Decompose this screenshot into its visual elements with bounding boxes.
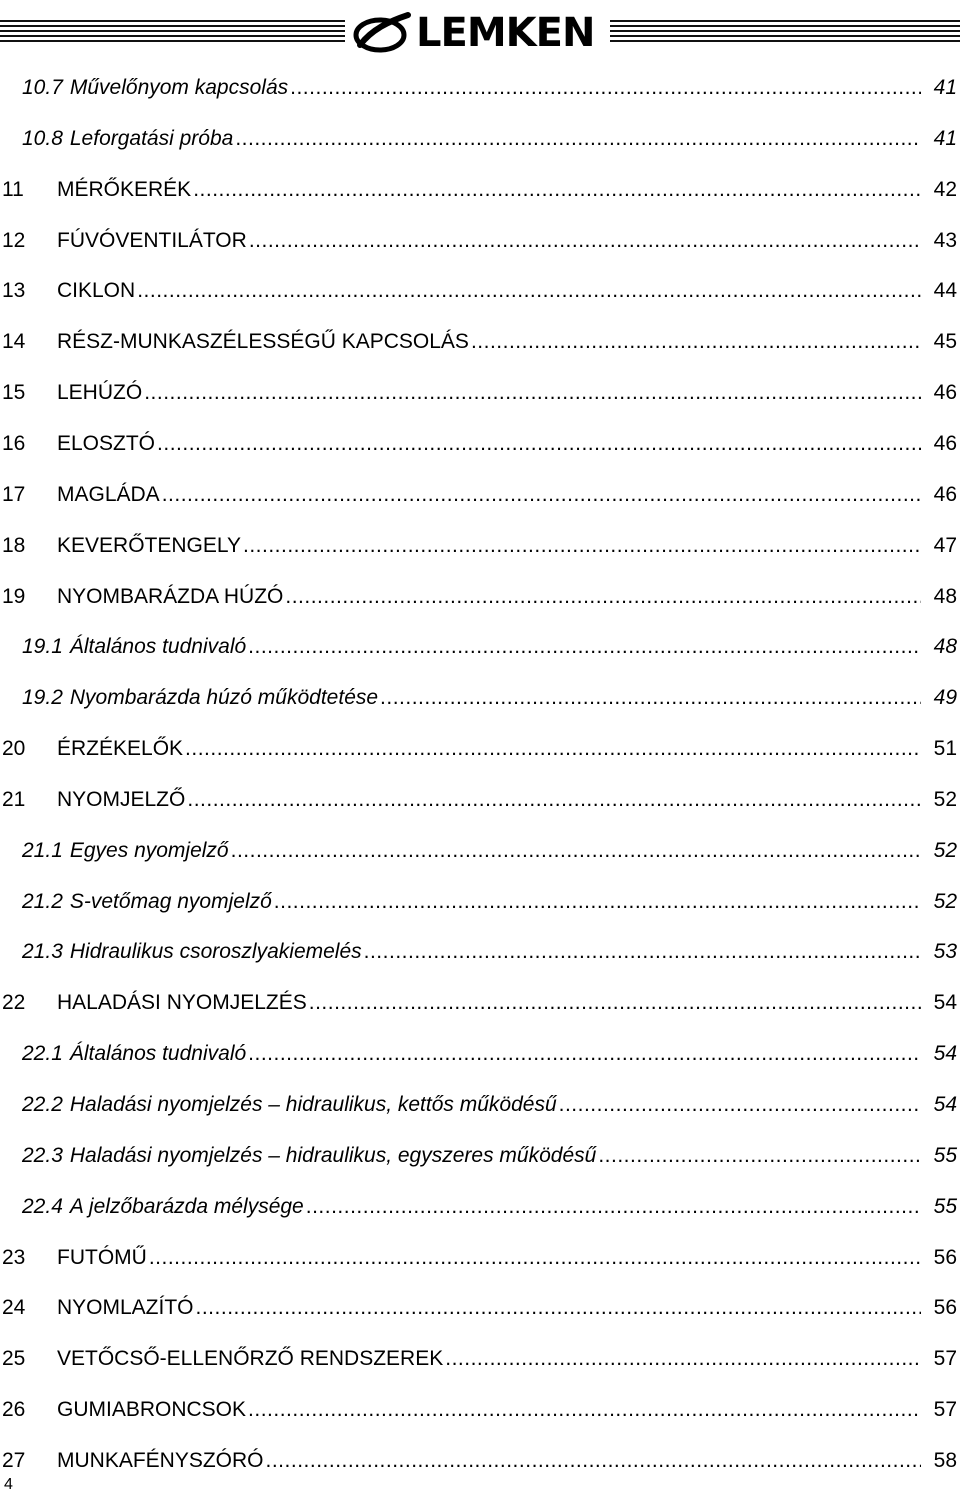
toc-entry-page: 47 (933, 533, 957, 557)
toc-entry[interactable] (0, 983, 960, 1023)
toc-entry-page: 52 (933, 787, 957, 811)
toc-entry-page: 51 (933, 737, 957, 761)
toc-entry-page: 41 (933, 126, 957, 150)
toc-dot-leader (243, 534, 921, 558)
page-number: 4 (4, 1476, 13, 1493)
toc-entry-number: 22 (2, 991, 26, 1015)
toc-entry-number: 15 (2, 381, 26, 405)
toc-entry[interactable] (0, 577, 960, 617)
toc-dot-leader (248, 635, 921, 659)
toc-entry-title: FUTÓMŰ (57, 1245, 147, 1269)
toc-entry-title: Egyes nyomjelző (69, 838, 229, 862)
toc-entry[interactable] (0, 475, 960, 515)
toc-entry-title: Nyombarázda húzó működtetése (69, 686, 379, 710)
toc-entry-number: 19.1 (22, 635, 63, 659)
toc-entry[interactable] (0, 932, 960, 972)
toc-dot-leader (235, 127, 921, 151)
toc-dot-leader (185, 737, 921, 761)
toc-entry-number: 12 (2, 228, 26, 252)
header-rule-right (610, 20, 960, 44)
lemken-emblem-icon (350, 11, 412, 55)
toc-dot-leader (306, 1195, 921, 1219)
toc-dot-leader (144, 381, 921, 405)
toc-entry[interactable] (0, 1034, 960, 1074)
toc-entry[interactable] (0, 322, 960, 362)
toc-entry-page: 48 (933, 635, 957, 659)
toc-dot-leader (248, 1398, 921, 1422)
toc-entry-title: Haladási nyomjelzés – hidraulikus, kettős működésű (69, 1093, 557, 1116)
toc-entry-page: 48 (933, 584, 957, 608)
toc-entry-page: 57 (933, 1398, 957, 1422)
toc-dot-leader (193, 178, 921, 202)
toc-entry-title: Általános tudnivaló (69, 635, 247, 659)
toc-dot-leader (231, 839, 921, 863)
toc-dot-leader (380, 686, 921, 710)
toc-entry[interactable] (0, 526, 960, 566)
toc-entry-title: Haladási nyomjelzés – hidraulikus, egyszeres működésű (69, 1143, 597, 1167)
toc-entry[interactable] (0, 271, 960, 311)
toc-entry-page: 53 (933, 940, 957, 964)
toc-entry[interactable] (0, 170, 960, 210)
toc-entry-page: 49 (933, 686, 957, 710)
toc-entry-title: MAGLÁDA (57, 482, 160, 506)
toc-entry-page: 55 (933, 1143, 957, 1167)
toc-dot-leader (559, 1093, 921, 1117)
toc-entry-title: FÚVÓVENTILÁTOR (57, 228, 247, 252)
toc-entry-number: 10.7 (22, 76, 63, 99)
toc-dot-leader (471, 330, 921, 354)
toc-entry-title: MUNKAFÉNYSZÓRÓ (57, 1448, 264, 1472)
toc-entry-number: 22.2 (22, 1093, 63, 1116)
toc-dot-leader (187, 788, 921, 812)
toc-dot-leader (266, 1449, 921, 1473)
toc-entry[interactable] (0, 119, 960, 159)
toc-entry-title: Hidraulikus csoroszlyakiemelés (69, 940, 362, 964)
toc-entry-page: 46 (933, 482, 957, 506)
toc-entry[interactable] (0, 678, 960, 718)
toc-entry[interactable] (0, 831, 960, 871)
toc-entry[interactable] (0, 1441, 960, 1481)
toc-dot-leader (309, 991, 921, 1015)
toc-dot-leader (249, 229, 921, 253)
toc-dot-leader (137, 279, 921, 303)
toc-entry-page: 43 (933, 228, 957, 252)
toc-entry-number: 23 (2, 1245, 26, 1269)
toc-entry-number: 26 (2, 1398, 26, 1422)
toc-entry-title: MÉRŐKERÉK (57, 177, 192, 201)
toc-entry-title: KEVERŐTENGELY (57, 533, 241, 557)
lemken-logo (350, 10, 608, 56)
toc-entry-title: Művelőnyom kapcsolás (69, 76, 289, 99)
toc-entry-title: HALADÁSI NYOMJELZÉS (57, 991, 307, 1015)
toc-entry-title: A jelzőbarázda mélysége (69, 1194, 304, 1218)
page-header (0, 0, 960, 62)
toc-entry-page: 56 (933, 1245, 957, 1269)
toc-entry-title: RÉSZ-MUNKASZÉLESSÉGŰ KAPCSOLÁS (57, 330, 469, 354)
toc-entry-number: 16 (2, 431, 26, 455)
toc-entry-page: 45 (933, 330, 957, 354)
toc-entry[interactable] (0, 729, 960, 769)
toc-entry-number: 18 (2, 533, 26, 557)
toc-entry[interactable] (0, 1288, 960, 1328)
toc-entry[interactable] (0, 1085, 960, 1125)
toc-dot-leader (364, 940, 921, 964)
toc-entry-page: 55 (933, 1194, 957, 1218)
toc-dot-leader (285, 585, 921, 609)
toc-entry[interactable] (0, 68, 960, 108)
toc-entry-page: 54 (933, 1042, 957, 1066)
toc-entry-page: 56 (933, 1296, 957, 1320)
toc-entry-page: 54 (933, 1093, 957, 1116)
toc-dot-leader (157, 432, 921, 456)
toc-entry-number: 24 (2, 1296, 26, 1320)
toc-entry-title: Leforgatási próba (69, 126, 234, 150)
toc-entry[interactable] (0, 1136, 960, 1176)
toc-entry-title: CIKLON (57, 279, 136, 303)
toc-entry-number: 22.1 (22, 1042, 63, 1066)
toc-entry[interactable] (0, 780, 960, 820)
header-rule-left (0, 20, 345, 44)
toc-dot-leader (248, 1042, 921, 1066)
toc-entry-number: 21.2 (22, 889, 63, 913)
toc-entry[interactable] (0, 373, 960, 413)
toc-entry-title: NYOMLAZÍTÓ (57, 1296, 194, 1320)
toc-entry-page: 41 (933, 76, 957, 99)
toc-entry-number: 13 (2, 279, 26, 303)
toc-entry-title: S-vetőmag nyomjelző (69, 889, 272, 913)
toc-entry-title: ELOSZTÓ (57, 431, 156, 455)
toc-entry-number: 11 (2, 177, 24, 201)
toc-entry-page: 52 (933, 889, 957, 913)
toc-entry-number: 22.3 (22, 1143, 63, 1167)
toc-entry-title: ÉRZÉKELŐK (57, 737, 184, 761)
toc-entry-number: 25 (2, 1347, 26, 1371)
toc-entry-page: 54 (933, 991, 957, 1015)
toc-entry-page: 42 (933, 177, 957, 201)
toc-entry-number: 19 (2, 584, 26, 608)
toc-entry-number: 21.1 (22, 838, 63, 862)
toc-entry-page: 52 (933, 838, 957, 862)
toc-entry[interactable] (0, 627, 960, 667)
toc-dot-leader (290, 76, 921, 100)
toc-entry[interactable] (0, 1187, 960, 1227)
toc-entry-number: 20 (2, 737, 26, 761)
toc-entry-number: 27 (2, 1448, 26, 1472)
toc-entry-page: 58 (933, 1448, 957, 1472)
toc-entry-page: 46 (933, 431, 957, 455)
toc-entry-number: 21 (2, 787, 26, 811)
toc-dot-leader (274, 890, 921, 914)
toc-entry-number: 10.8 (22, 126, 63, 150)
toc-dot-leader (149, 1246, 921, 1270)
toc-entry-title: NYOMJELZŐ (57, 787, 186, 811)
toc-entry-number: 17 (2, 482, 26, 506)
toc-entry-page: 46 (933, 381, 957, 405)
toc-entry-title: GUMIABRONCSOK (57, 1398, 247, 1422)
toc-dot-leader (196, 1296, 921, 1320)
toc-entry-number: 21.3 (22, 940, 63, 964)
toc-dot-leader (445, 1347, 921, 1371)
toc-entry-number: 19.2 (22, 686, 63, 710)
brand-name: LEMKEN (416, 10, 595, 56)
toc-entry-title: Általános tudnivaló (69, 1042, 247, 1066)
toc-entry-page: 44 (933, 279, 957, 303)
toc-entry[interactable] (0, 1238, 960, 1278)
toc-dot-leader (162, 483, 921, 507)
toc-entry[interactable] (0, 221, 960, 261)
toc-entry-page: 57 (933, 1347, 957, 1371)
toc-entry-title: VETŐCSŐ-ELLENŐRZŐ RENDSZEREK (57, 1347, 444, 1371)
toc-entry-number: 22.4 (22, 1194, 63, 1218)
toc-entry[interactable] (0, 882, 960, 922)
toc-entry[interactable] (0, 1339, 960, 1379)
toc-entry[interactable] (0, 424, 960, 464)
toc-dot-leader (598, 1144, 921, 1168)
toc-entry-title: LEHÚZÓ (57, 381, 143, 405)
toc-entry-number: 14 (2, 330, 26, 354)
toc-entry-title: NYOMBARÁZDA HÚZÓ (57, 584, 284, 608)
toc-entry[interactable] (0, 1390, 960, 1430)
